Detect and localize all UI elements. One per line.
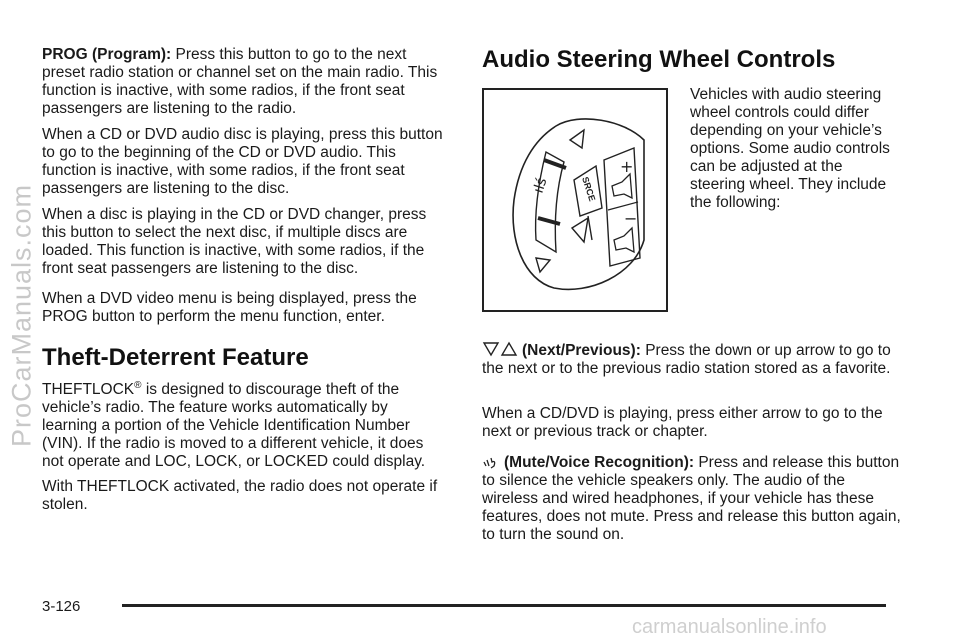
srce-label: SRCE [580,175,598,203]
prog-paragraph [42,46,447,118]
down-arrow-icon [536,258,550,272]
steering-wheel-controls-figure [482,88,668,312]
steering-wheel-controls-illustration [484,90,666,310]
rib-bottom [538,218,560,224]
theft-deterrent-heading: Theft-Deterrent Feature [42,344,309,371]
mute-voice-recognition-icon [482,452,500,470]
bottom-watermark: carmanualsonline.info [632,616,827,638]
next-previous-text: Press the down or up arrow to go to the next or to the previous radio station stored as a favorite. [482,342,891,377]
volume-minus-label: − [624,209,638,228]
up-arrow-icon [570,130,584,148]
speaker-down-icon [614,228,634,252]
theftlock-brand: THEFTLOCK [42,381,135,398]
speaker-up-icon [612,174,632,198]
footer-rule [122,604,886,607]
page-number: 3-126 [42,598,81,615]
prog-text: Press this button to go to the next preset radio station or channel set on the main radio. This function is inactive, with some radios, if the front seat passengers are listening to the radio. [42,46,438,117]
side-watermark: ProCarManuals.com [6,183,37,448]
dvd-menu-paragraph: When a DVD video menu is being displayed, press the PROG button to perform the menu function, enter. [42,290,417,325]
theftlock-paragraph [42,381,447,471]
seek-icon [572,218,588,242]
audio-controls-heading: Audio Steering Wheel Controls [482,46,836,73]
registered-mark: ® [134,379,142,391]
cd-dvd-audio-paragraph: When a CD or DVD audio disc is playing, press this button to go to the beginning of the CD or DVD audio. This function is inactive, with some radios, if the front seat passengers are listening to the disc. [42,126,443,197]
volume-plus-label: + [620,157,634,176]
changer-paragraph: When a disc is playing in the CD or DVD changer, press this button to select the next disc, if multiple discs are loaded. This function is inactive, with some radios, if the front seat passengers are listening to the disc. [42,206,427,277]
next-previous-paragraph [482,340,902,378]
mute-voice-label: (Mute/Voice Recognition): [504,454,695,471]
theftlock-text: is designed to discourage theft of the vehicle’s radio. The feature works automatically by learning a portion of the Vehicle Identification Number (VIN). If the radio is moved to a different vehicle, it does not operate and LOC, LOCK, or LOCKED could display. [42,381,426,470]
next-previous-arrows-icon [482,340,518,358]
seek-bar [588,216,592,240]
theftlock-activated-paragraph: With THEFTLOCK activated, the radio does not operate if stolen. [42,478,438,513]
mute-voice-paragraph [482,452,902,544]
next-previous-label: (Next/Previous): [522,342,641,359]
mute-voice-text: Press and release this button to silence the vehicle speakers only. The audio of the wireless and wired headphones, if your vehicle has these features, does not mute. Press and release this button again, to turn the sound on. [482,454,901,543]
cd-dvd-track-paragraph: When a CD/DVD is playing, press either arrow to go to the next or previous track or chapter. [482,405,883,440]
figure-caption: Vehicles with audio steering wheel controls could differ depending on your vehicle’s options. Some audio controls can be adjusted at the steering wheel. They include the following: [690,86,890,211]
mute-voice-icon: ılś [530,175,551,196]
prog-label: PROG (Program): [42,46,172,63]
